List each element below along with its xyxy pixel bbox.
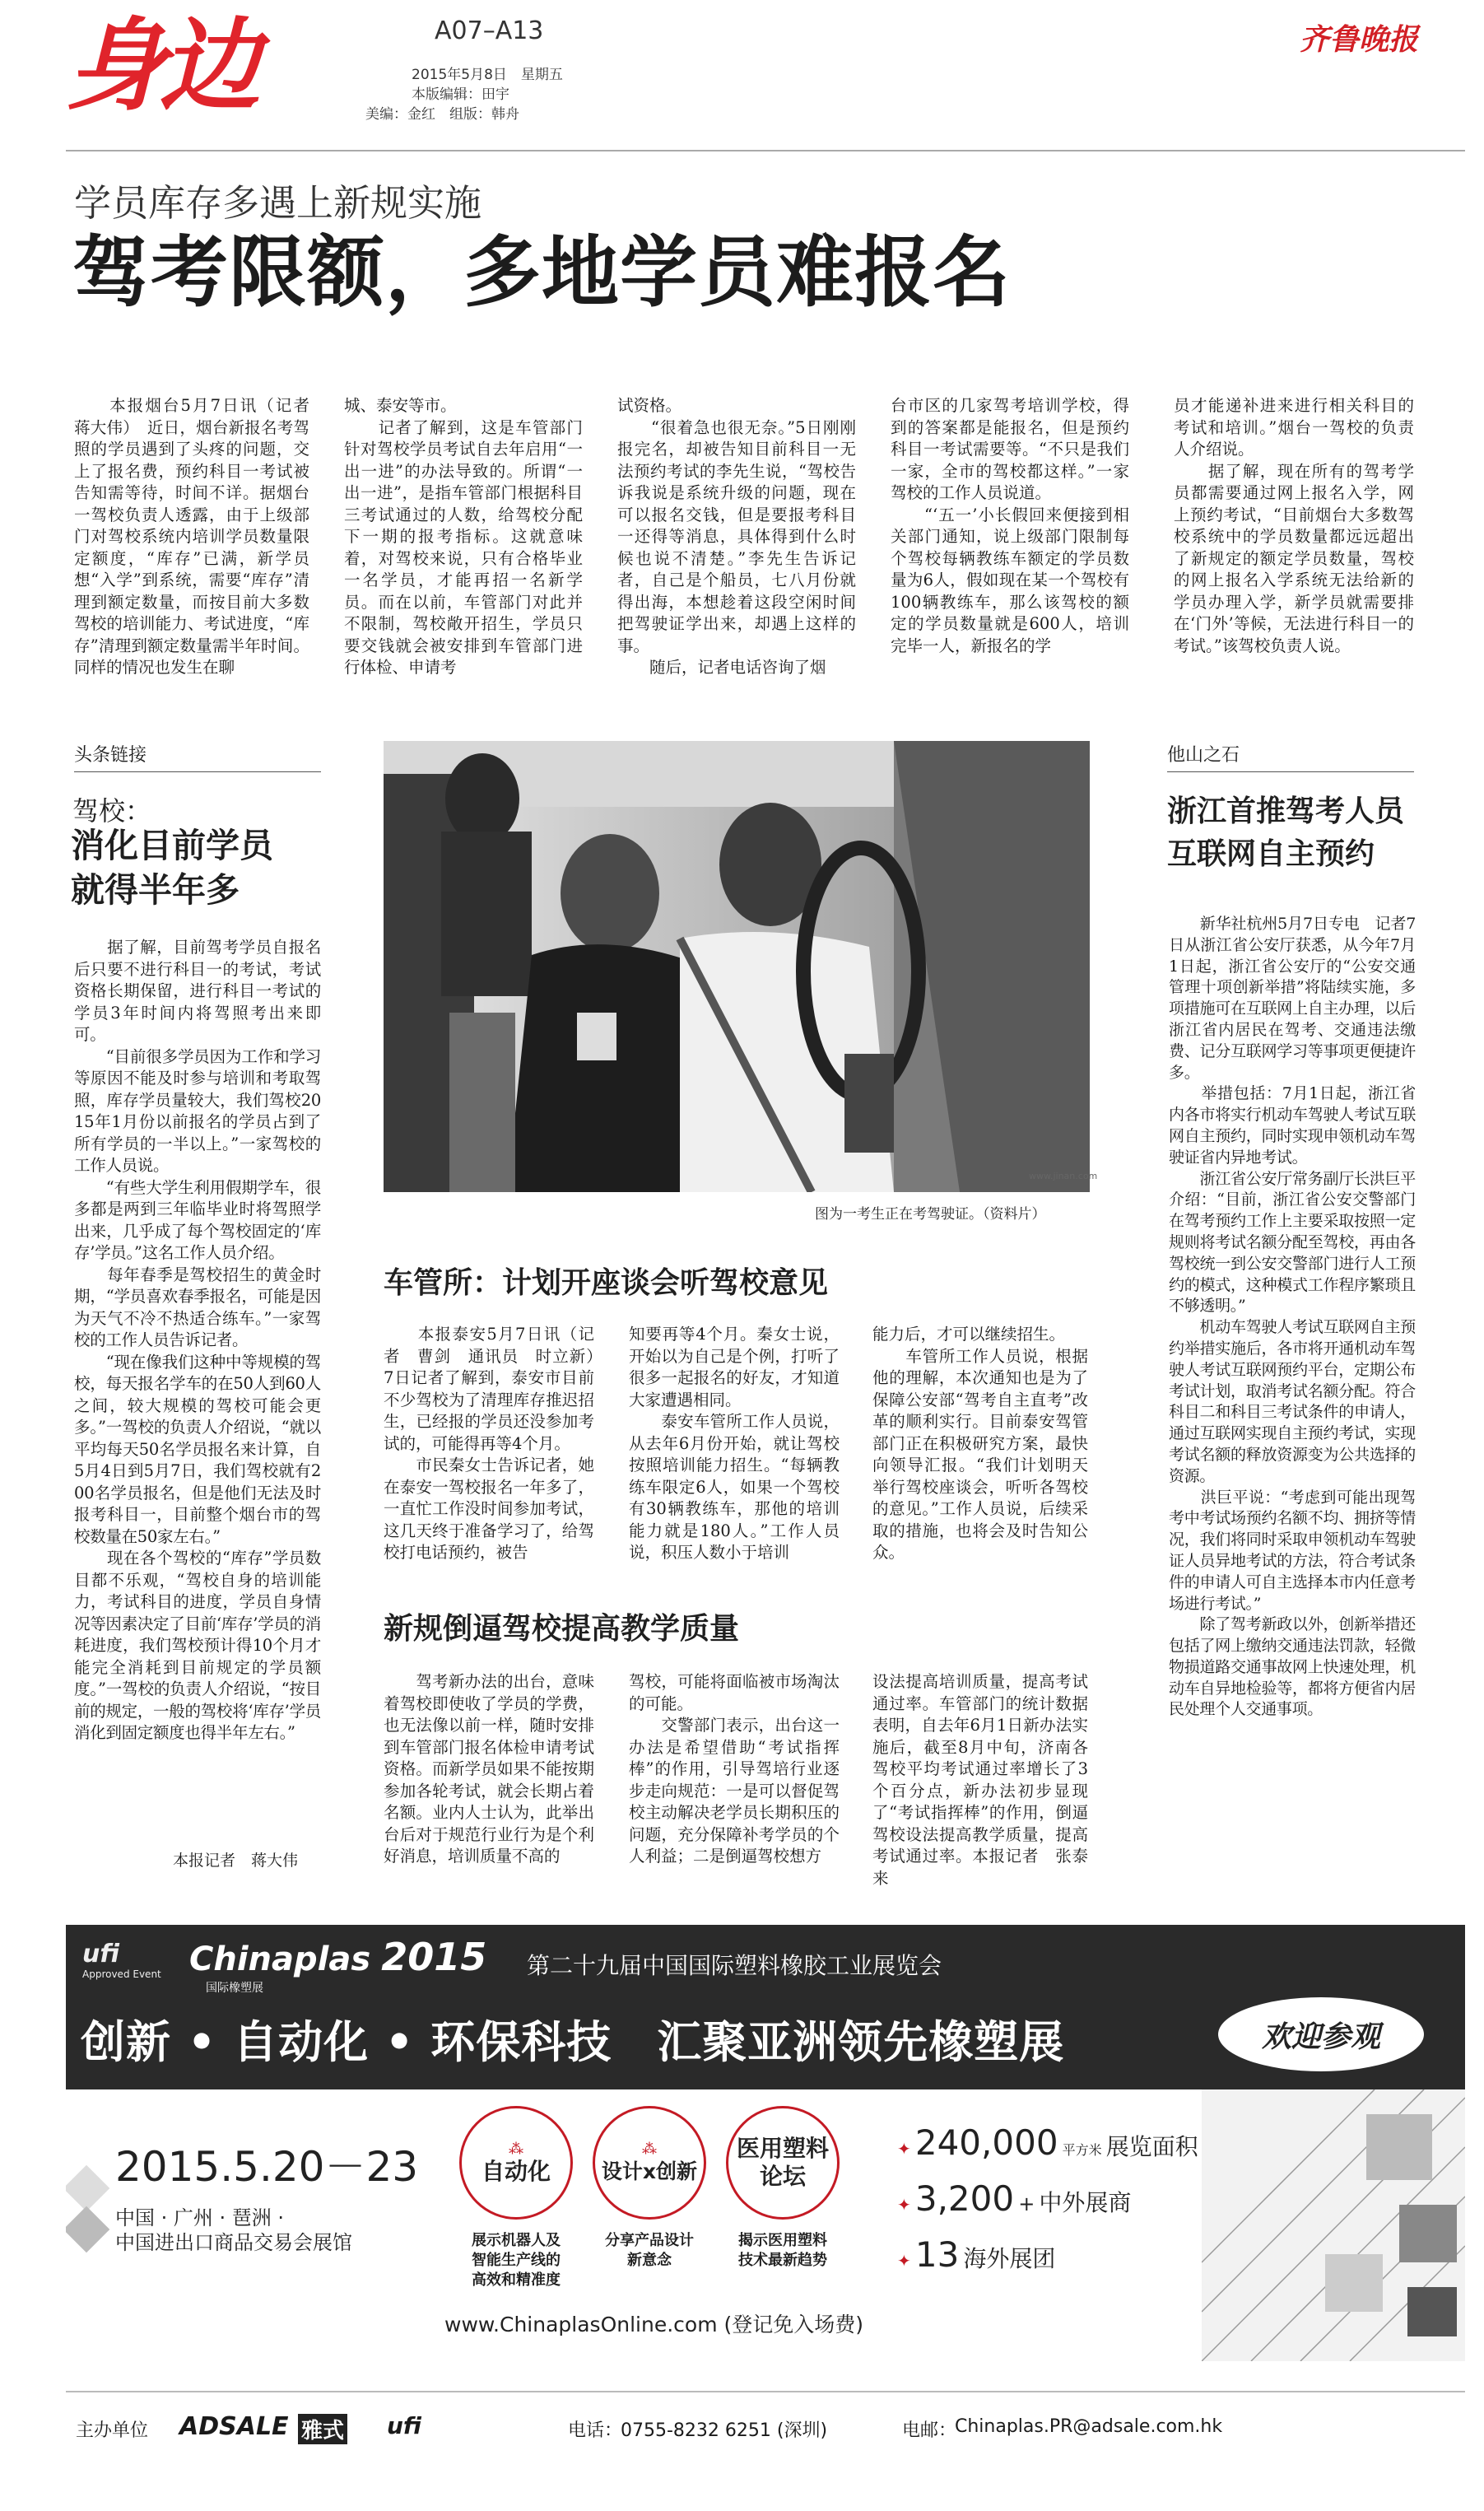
circle-automation-title: 自动化 xyxy=(481,2157,551,2185)
lead-col-5: 员才能递补进来进行相关科目的考试和培训。”烟台一驾校的负责人介绍说。 据了解，现在所有的驾考学员都需要通过网上报名入学，网上预约考试，“目前烟台大多数驾校系统中的学员数量都远远超出了新规定的额定学员数量，驾校的网上报名入学系统无法给新的学员办理入学，新学员就需要排在‘门外’等候，无法进行科目一的考试。”该驾校负责人说。 xyxy=(1174,396,1414,655)
ufi-mark-top xyxy=(82,1940,181,1980)
design-credit: 美编：金红 组版：韩舟 xyxy=(365,106,519,123)
ad-top-band xyxy=(66,1925,1465,2089)
chinaplas-brand: Chinaplas xyxy=(189,1940,371,1978)
design-icon: ⁂ xyxy=(642,2140,657,2158)
lead-col-2: 城、泰安等市。 记者了解到，这是车管部门针对驾校学员考试自去年启用“一出一进”的办法导致的。所谓“一出一进”，是指车管部门根据科目三考试通过的人数，给驾校分配下一期的报考指标。这就意味着，对驾校来说，只有合格毕业一名学员，才能再招一名新学员。而在以前，车管部门对此并不限制，驾校敞开招生，学员只要交钱就会被安排到车管部门进行体检、申请考 xyxy=(344,396,583,677)
circle-medical xyxy=(726,2106,840,2220)
mid1-col-2: 知要再等4个月。秦女士说，开始以为自己是个例，打听了很多一起报名的好友，才知道大家遭遇相同。 泰安车管所工作人员说，从去年6月份开始，就让驾校按照培训能力招生。“每辆教练车限定6人，如果一个驾校有30辆教练车，那他的培训能力就是180人。”工作人员说，积压人数小于培训 xyxy=(629,1325,840,1562)
stat-exhibitors xyxy=(897,2178,1131,2219)
phone-label: 电话： xyxy=(568,2420,623,2441)
lead-col-3: 试资格。 “很着急也很无奈。”5日刚刚报完名，却被告知目前科目一无法预约考试的李先生说，“驾校告诉我说是系统升级的问题，现在可以报名交钱，但是要报考科目一还得等消息，具体得到什么时候也说不清楚。”李先生告诉记者，自己是个船员，七八月份就得出海，本想趁着这段空闲时间把驾驶证学出来，却遇上这样的事。 随后，记者电话咨询了烟 xyxy=(617,396,856,677)
chinaplas-ad xyxy=(66,1925,1465,2386)
stat-exhibitors-num: 3,200 xyxy=(914,2178,1015,2219)
stat-area xyxy=(897,2122,1198,2163)
ad-pattern-left xyxy=(66,2164,115,2262)
paper-name-logo: 齐鲁晚报 xyxy=(1299,22,1418,57)
event-date: 2015.5.20－23 xyxy=(115,2143,419,2191)
organizer-logo-cn: 雅式 xyxy=(298,2414,347,2444)
stat-area-num: 240,000 xyxy=(914,2122,1058,2163)
stat-area-label: 展览面积 xyxy=(1105,2133,1198,2160)
chinaplas-brand-cn: 国际橡塑展 xyxy=(206,1982,263,1995)
chinaplas-year: 2015 xyxy=(381,1935,487,1979)
photo-credit: www.jinan.com xyxy=(1029,1171,1098,1181)
stat-icon-2: ✦ xyxy=(897,2195,911,2215)
ufi-approved-label: Approved Event xyxy=(82,1968,161,1980)
mid1-col-1: 本报泰安5月7日讯（记者 曹剑 通讯员 时立新） 7日记者了解到，泰安市目前不少驾校为了清理库存推迟招生，已经报的学员还没参加考试的，可能得再等4个月。 市民秦女士告诉记者，她在泰安一驾校报名一年多了，一直忙工作没时间参加考试，这几天终于准备学习了，给驾校打电话预约，被告 xyxy=(384,1325,594,1562)
mid2-col-2: 驾校，可能将面临被市场淘汰的可能。 交警部门表示，出台这一办法是希望借助“考试指挥棒”的作用，引导驾培行业逐步走向规范：一是可以督促驾校主动解决老学员长期积压的问题，充分保障补考学员的个人利益；二是倒逼驾校想方 xyxy=(629,1672,840,1866)
stat-icon-1: ✦ xyxy=(897,2139,911,2159)
circle-design-title: 设计x创新 xyxy=(601,2159,698,2183)
right-section-tag: 他山之石 xyxy=(1167,741,1414,772)
lead-col-4: 台市区的几家驾考培训学校，得到的答案都是能报名，但是预约科目一考试需要等。“不只是我们一家，全市的驾校都这样。”一家驾校的工作人员说道。 “‘五一’小长假回来便接到相关部门通知，说上级部门限制每个驾校每辆教练车额定的学员数量为6人，假如现在某一个驾校有100辆教练车，那么该驾校的额定的学员数量就是600人，培训完毕一人，新报名的学 xyxy=(891,396,1129,655)
event-title: 第二十九届中国国际塑料橡胶工业展览会 xyxy=(527,1952,942,1979)
venue-line-2: 中国进出口商品交易会展馆 xyxy=(115,2231,352,2254)
ufi-footer-logo: ufi xyxy=(387,2412,421,2439)
page-range: A07–A13 xyxy=(435,16,544,45)
email-label: 电邮： xyxy=(902,2420,957,2441)
phone-number: 0755-8232 6251 (深圳) xyxy=(621,2420,828,2441)
section-logo xyxy=(66,8,346,123)
venue-line-1: 中国 · 广州 · 琶洲 · xyxy=(115,2206,285,2229)
circle-design xyxy=(593,2106,706,2220)
circle-design-caption: 分享产品设计 新意念 xyxy=(605,2232,694,2269)
left-kicker: 驾校： xyxy=(72,795,152,827)
mid1-col-3: 能力后，才可以继续招生。 车管所工作人员说，根据他的理解，本次通知也是为了保障公安部“驾考自主直考”改革的顺利实行。目前泰安驾管部门正在积极研究方案，最快向领导汇报。“我们计划明天举行驾校座谈会，听听各驾校的意见。”工作人员说，后续采取的措施，也将会及时告知公众。 xyxy=(872,1325,1088,1562)
circle-medical-caption: 揭示医用塑料 技术最新趋势 xyxy=(738,2232,827,2269)
stat-exhibitors-unit: + xyxy=(1018,2192,1035,2215)
stat-exhibitors-label: 中外展商 xyxy=(1039,2189,1132,2216)
stat-pavilions-num: 13 xyxy=(914,2234,960,2275)
mid2-col-1: 驾考新办法的出台，意味着驾校即使收了学员的学费，也无法像以前一样，随时安排到车管部门报名体检申请考试资格。而新学员如果不能按期参加各轮考试，就会长期占着名额。业内人士认为，此举出台后对于规范行业行为是个利好消息，培训质量不高的 xyxy=(384,1672,594,1866)
ad-slogan: 创新 • 自动化 • 环保科技 汇聚亚洲领先橡塑展 xyxy=(81,2016,1065,2068)
welcome-text: 欢迎参观 xyxy=(1261,2020,1380,2054)
ad-website[interactable]: www.ChinaplasOnline.com (登记免入场费) xyxy=(444,2313,863,2336)
section-logo-text: 身边 xyxy=(66,7,254,124)
issue-date: 2015年5月8日 星期五 xyxy=(412,67,563,83)
lead-headline: 驾考限额，多地学员难报名 xyxy=(72,228,1012,318)
stat-area-unit: 平方米 xyxy=(1062,2142,1102,2158)
stat-pavilions-label: 海外展团 xyxy=(963,2245,1056,2272)
circle-automation xyxy=(459,2106,573,2220)
lead-kicker: 学员库存多遇上新规实施 xyxy=(74,181,482,225)
organizer-label: 主办单位 xyxy=(76,2420,149,2441)
left-section-tag: 头条链接 xyxy=(74,741,321,772)
stat-pavilions xyxy=(897,2234,1055,2275)
lead-col-1: 本报烟台5月7日讯（记者 蒋大伟） 近日，烟台新报名考驾照的学员遇到了头疼的问题，交上了报名费，预约科目一考试被告知需等待，时间不详。据烟台一驾校负责人透露，由于上级部门对驾校系统内培训学员数量限定额度，“库存”已满，新学员想“入学”到系统，需要“库存”清理到额定数量，而按目前大多数驾校的培训能力、考试进度，“库存”清理到额定数量需半年时间。同样的情况也发生在聊 xyxy=(74,396,326,677)
organizer-logo: ADSALE xyxy=(179,2412,289,2441)
photo-caption: 图为一考生正在考驾驶证。（资料片） xyxy=(815,1206,1046,1223)
circle-automation-caption: 展示机器人及 智能生产线的 高效和精准度 xyxy=(472,2232,561,2289)
automation-icon: ⁂ xyxy=(509,2140,523,2158)
ufi-top-logo: ufi xyxy=(82,1940,119,1968)
right-body: 新华社杭州5月7日专电 记者7日从浙江省公安厅获悉，从今年7月1日起，浙江省公安厅的“公安交通管理十项创新举措”将陆续实施，多项措施可在互联网上自主办理，以后浙江省内居民在驾考、交通违法缴费、记分互联网学习等事项更便捷许多。 举措包括：7月1日起，浙江省内各市将实行机动车驾驶人考试互联网自主预约，同时实现申领机动车驾驶证省内异地考试。 浙江省公安厅常务副厅长洪巨平介绍：“目前，浙江省公安交警部门在驾考预约工作上主要采取按照一定规则将考试名额分配至驾校，再由各驾校统一到公安交警部门进行人工预约的模式，这种模式工作程序繁琐且不够透明。” 机动车驾驶人考试互联网自主预约举措实施后，各市将开通机动车驾驶人考试互联网预约平台，定期公布考试计划，取消考试名额分配。符合科目二和科目三考试条件的申请人，通过互联网实现自主预约考试，实现考试名额的释放资源变为公共选择的资源。 洪巨平说：“考虑到可能出现驾考中考试场预约名额不均、拥挤等情况，我们将同时采取申领机动车驾驶证人员异地考试的方法，符合考试条件的申请人可自主选择本市内任意考场进行考试。” 除了驾考新政以外，创新举措还包括了网上缴纳交通违法罚款，轻微物损道路交通事故网上快速处理，机动车自异地检验等，都将方便省内居民处理个人交通事项。 xyxy=(1169,915,1416,1719)
driving-test-photo xyxy=(384,741,1090,1192)
editor-credit: 本版编辑：田宇 xyxy=(412,86,509,103)
welcome-badge xyxy=(1218,1997,1424,2071)
ad-pattern xyxy=(1202,2089,1465,2361)
left-byline: 本报记者 蒋大伟 xyxy=(173,1852,299,1870)
right-title: 浙江首推驾考人员 互联网自主预约 xyxy=(1167,794,1405,871)
ad-footer-rule xyxy=(66,2391,1465,2392)
circle-medical-title: 医用塑料 论坛 xyxy=(736,2135,829,2190)
news-photo xyxy=(384,741,1090,1192)
chinaplas-logo xyxy=(189,1935,486,1996)
left-title: 消化目前学员 就得半年多 xyxy=(71,826,273,910)
left-body: 据了解，目前驾考学员自报名后只要不进行科目一的考试，考试资格长期保留，进行科目一考试的学员3年时间内将驾照考出来即可。 “目前很多学员因为工作和学习等原因不能及时参与培训和考取驾照，库存学员量较大，我们驾校2015年1月份以前报名的学员占到了所有学员的一半以上。”一家驾校的工作人员说。 “有些大学生利用假期学车，很多都是两到三年临毕业时将驾照学出来，几乎成了每个驾校固定的‘库存’学员。”这名工作人员介绍。 每年春季是驾校招生的黄金时期，“学员喜欢春季报名，可能是因为天气不冷不热适合练车。”一家驾校的工作人员告诉记者。 “现在像我们这种中等规模的驾校，每天报名学车的在50人到60人之间，较大规模的驾校可能会更多。”一驾校的负责人介绍说，“就以平均每天50名学员报名来计算，自5月4日到5月7日，我们驾校就有200名学员报名，但是他们无法及时报考科目一，目前整个烟台市的驾校数量在50家左右。” 现在各个驾校的“库存”学员数目都不乐观，“驾校自身的培训能力，考试科目的进度，学员自身情况等因素决定了目前‘库存’学员的消耗进度，我们驾校预计得10个月才能完全消耗到目前规定的学员额度。”一驾校的负责人介绍说，“按目前的规定，一般的驾校将‘库存’学员消化到固定额度也得半年左右。” xyxy=(74,938,321,1742)
mid1-title: 车管所：计划开座谈会听驾校意见 xyxy=(384,1266,829,1300)
mid2-col-3: 设法提高培训质量，提高考试通过率。车管部门的统计数据表明，自去年6月1日新办法实施后，截至8月中旬，济南各驾校平均考试通过率增长了3个百分点，新办法初步显现了“考试指挥棒”的作用，倒逼驾校设法提高教学质量，提高考试通过率。本报记者 张泰来 xyxy=(872,1672,1088,1888)
email-address[interactable]: Chinaplas.PR@adsale.com.hk xyxy=(955,2416,1223,2437)
stat-icon-3: ✦ xyxy=(897,2251,911,2271)
mid2-title: 新规倒逼驾校提高教学质量 xyxy=(384,1612,740,1646)
header-rule xyxy=(66,150,1465,151)
